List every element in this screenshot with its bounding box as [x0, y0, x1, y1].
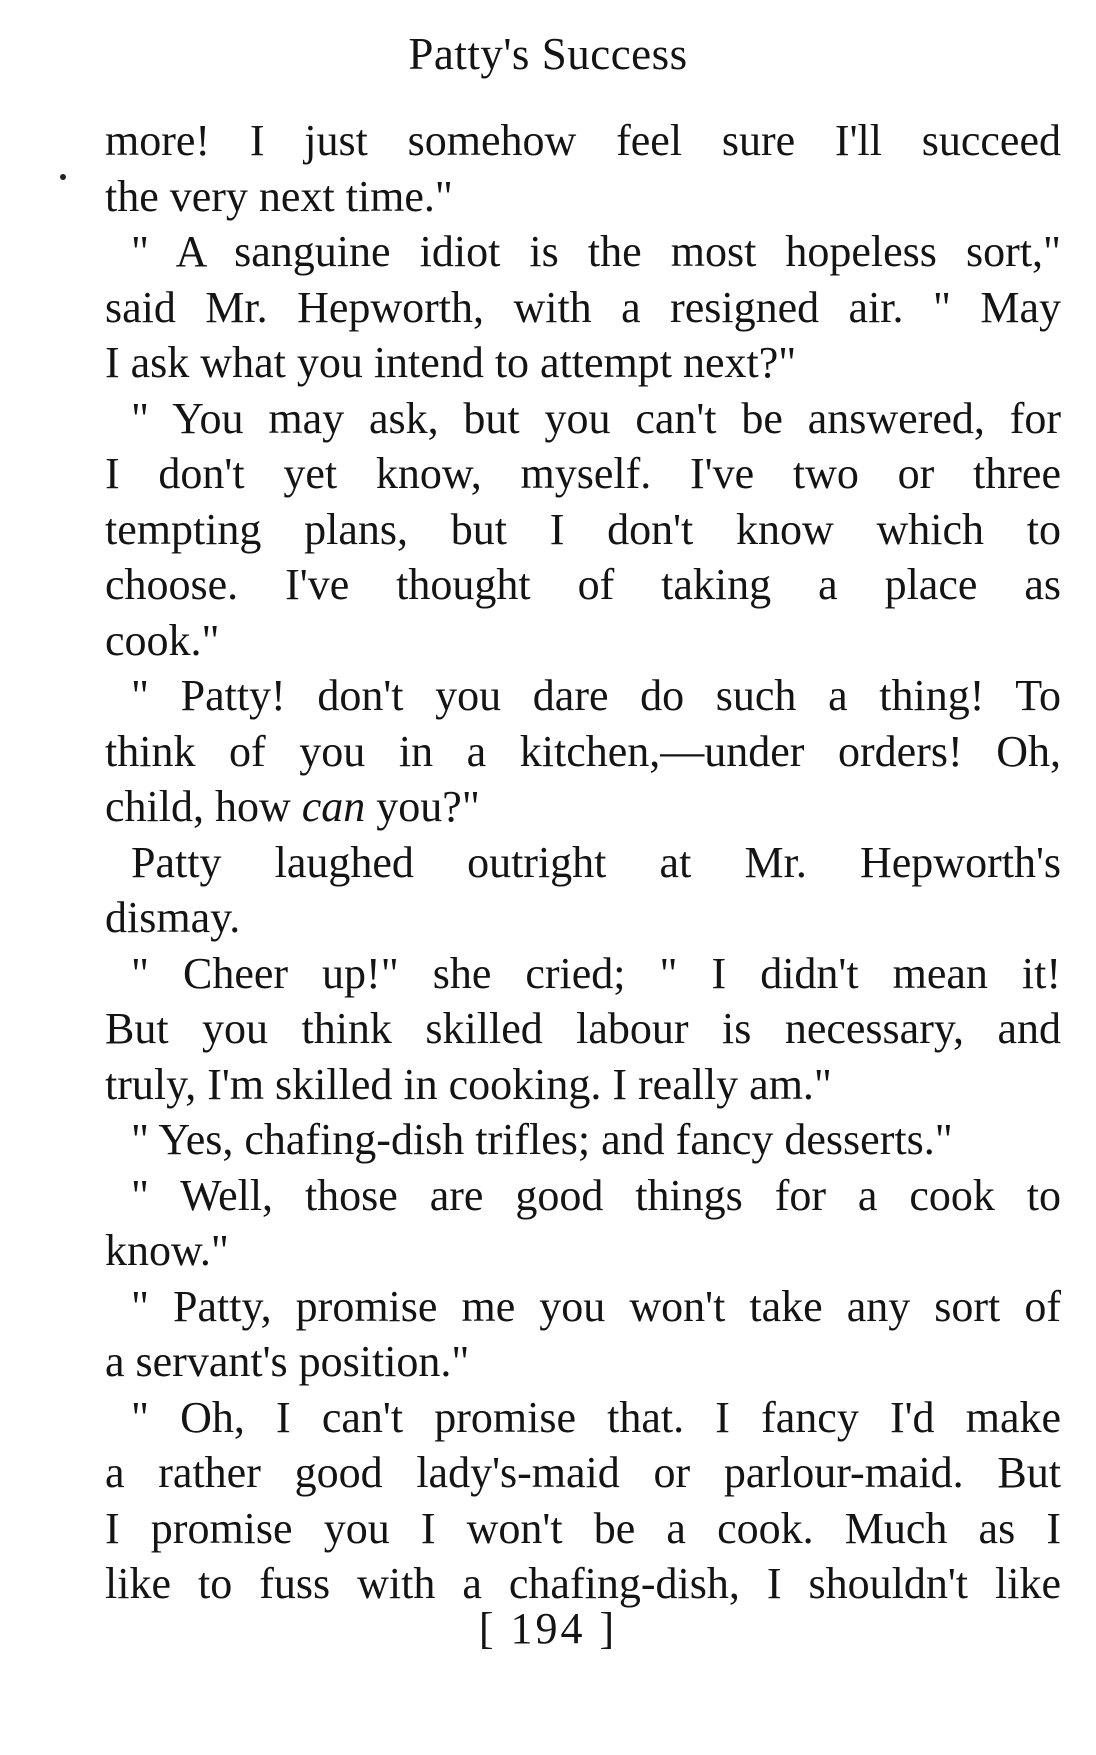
- text-line: cook.": [105, 615, 220, 665]
- text-line: " Well, those are good things for a cook to: [131, 1170, 1061, 1220]
- text-line: dismay.: [105, 893, 241, 942]
- text-line: I ask what you intend to attempt next?": [105, 338, 797, 387]
- print-speck: [60, 174, 66, 180]
- page-number: [ 194 ]: [478, 1604, 618, 1653]
- text-line: " A sanguine idiot is the most hopeless sort,": [131, 227, 1061, 276]
- text-segment: child, how: [105, 782, 291, 831]
- text-line: like to fuss with a chafing-dish, I shouldn't like: [105, 1559, 1061, 1608]
- text-line: [105, 779, 1061, 835]
- text-segment: you?": [365, 782, 480, 831]
- text-line: " Cheer up!" she cried; " I didn't mean it!: [131, 948, 1061, 998]
- text-line: I promise you I won't be a cook. Much as I: [105, 1503, 1061, 1553]
- text-line: tempting plans, but I don't know which to: [105, 504, 1061, 554]
- text-line: " Patty, promise me you won't take any sort of: [131, 1281, 1061, 1331]
- page-body-text: [105, 113, 1061, 1612]
- text-line: said Mr. Hepworth, with a resigned air. " May: [105, 282, 1061, 332]
- text-line: know.": [105, 1226, 229, 1275]
- text-line: Patty laughed outright at Mr. Hepworth's: [131, 837, 1061, 887]
- text-line: choose. I've thought of taking a place as: [105, 560, 1061, 609]
- text-line: truly, I'm skilled in cooking. I really am.": [105, 1059, 832, 1109]
- text-line: a servant's position.": [105, 1337, 470, 1386]
- text-line: " Yes, chafing-dish trifles; and fancy desserts.": [131, 1115, 953, 1164]
- text-line: " You may ask, but you can't be answered, for: [131, 393, 1061, 443]
- text-line: a rather good lady's-maid or parlour-maid. But: [105, 1448, 1061, 1497]
- text-line: more! I just somehow feel sure I'll succeed: [105, 116, 1061, 165]
- text-line: think of you in a kitchen,—under orders! Oh,: [105, 726, 1061, 776]
- emphasis-word: can: [301, 782, 366, 831]
- text-line: I don't yet know, myself. I've two or three: [105, 449, 1061, 498]
- text-line: the very next time.": [105, 171, 453, 221]
- text-line: But you think skilled labour is necessary, and: [105, 1004, 1061, 1053]
- text-line: " Oh, I can't promise that. I fancy I'd make: [131, 1392, 1061, 1442]
- running-head: Patty's Success: [408, 29, 688, 79]
- text-line: " Patty! don't you dare do such a thing! To: [131, 671, 1061, 720]
